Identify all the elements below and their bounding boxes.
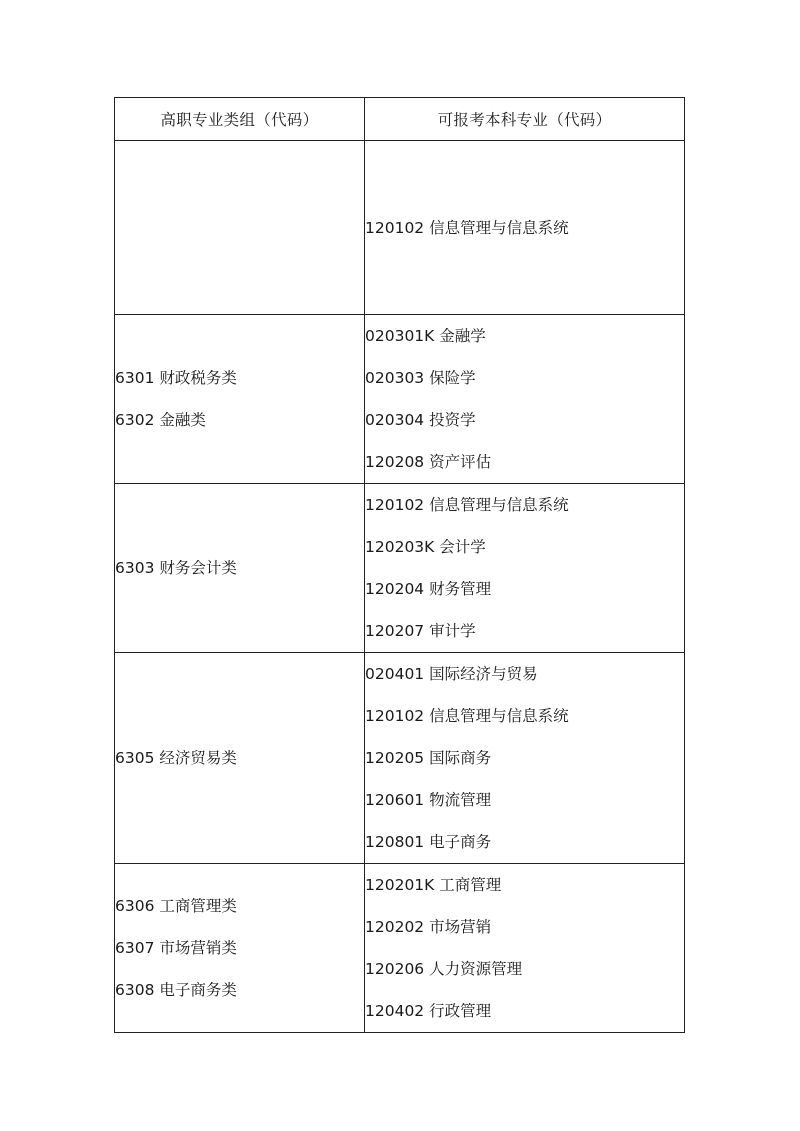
eligible-majors-cell: [365, 484, 685, 653]
eligible-major-item: 120207 审计学: [365, 622, 476, 640]
eligible-major-item: 120102 信息管理与信息系统: [365, 218, 569, 237]
table-header-row: [115, 98, 685, 141]
eligible-majors-cell: [365, 141, 685, 315]
eligible-majors-cell: [365, 864, 685, 1033]
table-row: [115, 653, 685, 864]
vocational-group-cell: [115, 484, 365, 653]
eligible-major-item: 020401 国际经济与贸易: [365, 665, 538, 683]
eligible-major-item: 120402 行政管理: [365, 1002, 492, 1020]
vocational-group-item: 6302 金融类: [115, 411, 206, 429]
vocational-group-item: 6305 经济贸易类: [115, 749, 237, 767]
vocational-group-cell: [115, 864, 365, 1033]
eligible-major-item: 120206 人力资源管理: [365, 960, 523, 978]
eligible-majors-cell: [365, 315, 685, 484]
table-row: [115, 315, 685, 484]
eligible-major-item: 120102 信息管理与信息系统: [365, 707, 569, 725]
eligible-major-item: 020304 投资学: [365, 411, 476, 429]
eligible-major-item: 120102 信息管理与信息系统: [365, 496, 569, 514]
vocational-group-item: 6308 电子商务类: [115, 981, 237, 999]
eligible-major-item: 120205 国际商务: [365, 749, 492, 767]
vocational-group-item: 6303 财务会计类: [115, 559, 237, 577]
eligible-major-item: 120201K 工商管理: [365, 876, 502, 894]
major-mapping-table: [114, 97, 685, 1033]
vocational-group-cell: [115, 653, 365, 864]
header-eligible-majors: 可报考本科专业（代码）: [365, 98, 685, 141]
vocational-group-item: 6301 财政税务类: [115, 369, 237, 387]
vocational-group-cell: [115, 141, 365, 315]
vocational-group-item: 6306 工商管理类: [115, 897, 237, 915]
table-row: [115, 141, 685, 315]
eligible-major-item: 120601 物流管理: [365, 791, 492, 809]
vocational-group-cell: [115, 315, 365, 484]
eligible-majors-cell: [365, 653, 685, 864]
eligible-major-item: 120208 资产评估: [365, 453, 492, 471]
eligible-major-item: 120801 电子商务: [365, 833, 492, 851]
table-row: [115, 864, 685, 1033]
header-vocational-group: 高职专业类组（代码）: [115, 98, 365, 141]
table-row: [115, 484, 685, 653]
eligible-major-item: 120204 财务管理: [365, 580, 492, 598]
eligible-major-item: 020303 保险学: [365, 369, 476, 387]
vocational-group-item: 6307 市场营销类: [115, 939, 237, 957]
eligible-major-item: 120202 市场营销: [365, 918, 492, 936]
eligible-major-item: 020301K 金融学: [365, 327, 486, 345]
eligible-major-item: 120203K 会计学: [365, 538, 486, 556]
